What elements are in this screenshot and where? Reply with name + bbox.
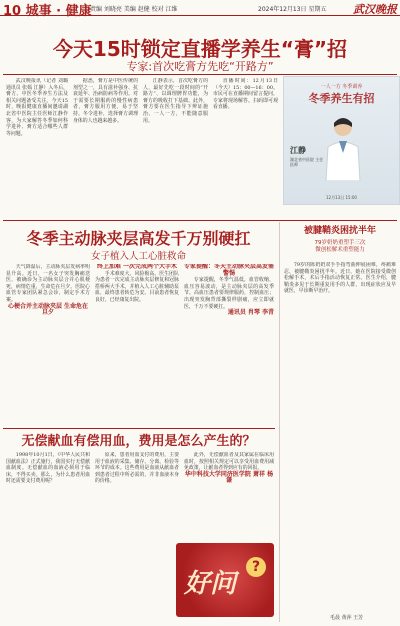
newspaper-logo: 武汉晚报 <box>353 3 397 16</box>
article3-headline: 被腱鞘炎困扰半年 <box>303 226 376 236</box>
doctor-name: 江静 <box>290 145 306 155</box>
haowen-promo-graphic <box>176 543 274 617</box>
article3-body: 79岁的陈奶奶双手手指弯曲伸展困难，疼痛难忍，被腱鞘炎困扰半年。近日，她在医院接受微创松解手术，术后手指活动恢复正常。医生介绍，腱鞘炎多见于长期重复用手的人群，出现症状应及早就医，早诊断早治疗。 <box>284 262 396 295</box>
article4-author: 华中科技大学同济医学院 萧祥 杨谦 <box>184 470 274 485</box>
article2-subsection-1: 心梗合并主动脉夹层 生命危在旦夕 <box>7 302 89 317</box>
divider <box>3 220 397 221</box>
article4-column-2: 原来，患者用血支付的费用，主要用于血液的采集、储存、分离、检验等环节的成本。这些费用是血液从献血者到患者过程中所必需的，并非血液本身的价格。 <box>95 452 179 485</box>
divider <box>3 428 275 429</box>
article2-author: 通讯员 肖琴 李青 <box>227 309 274 317</box>
question-icon: ? <box>246 557 266 577</box>
article4-column-1: 1998年10月1日，《中华人民共和国献血法》正式施行，我国实行无偿献血制度。无偿献血的血液必须用于临床，不得买卖。那么，为什么患者用血时还需要支付费用呢？ <box>6 452 90 485</box>
article4-headline: 无偿献血有偿用血，费用是怎么产生的？ <box>21 434 256 449</box>
article2-headline: 冬季主动脉夹层高发千万别硬扛 <box>26 229 251 248</box>
doctor-portrait <box>322 113 364 181</box>
doctor-title: 湖北省中医院 主任医师 <box>290 157 324 167</box>
article3-subheadline <box>282 240 398 254</box>
article2-subsection-2: 终上加难 一次完成两个大手术 <box>96 264 178 270</box>
poster-time: 12月13日 15:00 <box>326 195 357 200</box>
promo-text: 好问 <box>184 569 237 599</box>
section-title: 10 城事 · 健康 <box>3 4 92 19</box>
poster-tagline: 一人一方 冬季调养 <box>320 84 363 90</box>
article1-column-2: 据悉，膏方是中医传统的剂型之一，具有滋补强身、抗衰延年、治病防病等作用。对于需要长期服药的慢性病患者，膏方服用方便，易于坚持。冬令进补，选择膏方调理身体的人也越来越多。 <box>73 78 138 124</box>
livestream-poster <box>283 76 400 205</box>
article1-column-1: 武汉晚报讯（记者 刘璐 通讯员 张嫣 江静）入冬后，膏方、中医冬季养生方法及相关问题备受关注。今天15时，晚报健康直播间邀请湖北省中医院主任医师江静作客，为大家解答冬季如何科学进补、膏方适合哪些人群等问题。 <box>6 78 68 137</box>
article2-subsection-3: 专家提醒：冬天主动脉夹层高发需警惕 <box>184 264 274 277</box>
issue-date: 2024年12月13日 星期五 <box>258 6 327 13</box>
page-header <box>0 0 400 19</box>
article3-subhead: 微创松解术重塑能力 <box>315 247 365 253</box>
poster-title: 冬季养生有招 <box>308 92 375 105</box>
editor-credits: 责编 刘晓亮 美编 赵健 校对 江维 <box>90 6 178 13</box>
main-subheadline: 专家:首次吃膏方先吃“开路方” <box>126 60 274 73</box>
article2-column-1: 天气降温后，主动脉夹层发病率明显升高。近日，一名女子突发胸痛送医，被确诊为主动脉夹层合并心肌梗死，病情危重，生命危在旦夕。医院心血管专家团队紧急会诊，制定手术方案。 心梗合并主动脉夹层 生命危在旦夕 <box>6 264 90 317</box>
article2-column-3: 专家提醒：冬天主动脉夹层高发需警惕 专家提醒，冬季气温低，血管收缩，血压容易波动，是主动脉夹层的高发季节。高血压患者要规律服药，控制血压；出现突发胸背部撕裂样剧痛，应立即就医，千万不要硬扛。 通讯员 肖琴 李青 <box>184 264 274 317</box>
article3-headline-line2: 79岁奶奶重塑手三次 <box>314 240 366 246</box>
main-headline: 今天15时锁定直播学养生“膏”招 <box>52 37 348 61</box>
article4-column-3: 此外，无偿献血者及其家属在临床用血时，按照相关规定可以享受用血费用减免政策，让献血者得到应有的回报。 华中科技大学同济医学院 萧祥 杨谦 <box>184 452 274 485</box>
article1-column-3: 江静表示，首次吃膏方的人，最好先吃一段时间的“开路方”，以调理脾胃功能，为膏方的吸收打下基础。此外，膏方要在医生指导下辨证施治，一人一方，不能随意服用。 <box>143 78 208 124</box>
article3-author: 毛晨 黄萍 王芳 <box>330 615 364 621</box>
column-divider <box>279 222 280 622</box>
article2-column-2: 终上加难 一次完成两个大手术 手术难度大、风险极高。医生团队为患者一次完成主动脉夹层修复和冠脉搭桥两大手术，并植入人工心脏辅助泵血，最终患者转危为安。目前患者恢复良好，已经康复出院。 <box>95 264 179 303</box>
article2-subheadline: 女子植入人工心脏救命 <box>90 251 186 262</box>
divider <box>3 74 397 75</box>
article1-column-4: 直播时间：12月13日（今天）15：00—16：00。市民可在直播期间留言提问，专家将现场解答。扫码即可观看直播。 <box>213 78 278 111</box>
